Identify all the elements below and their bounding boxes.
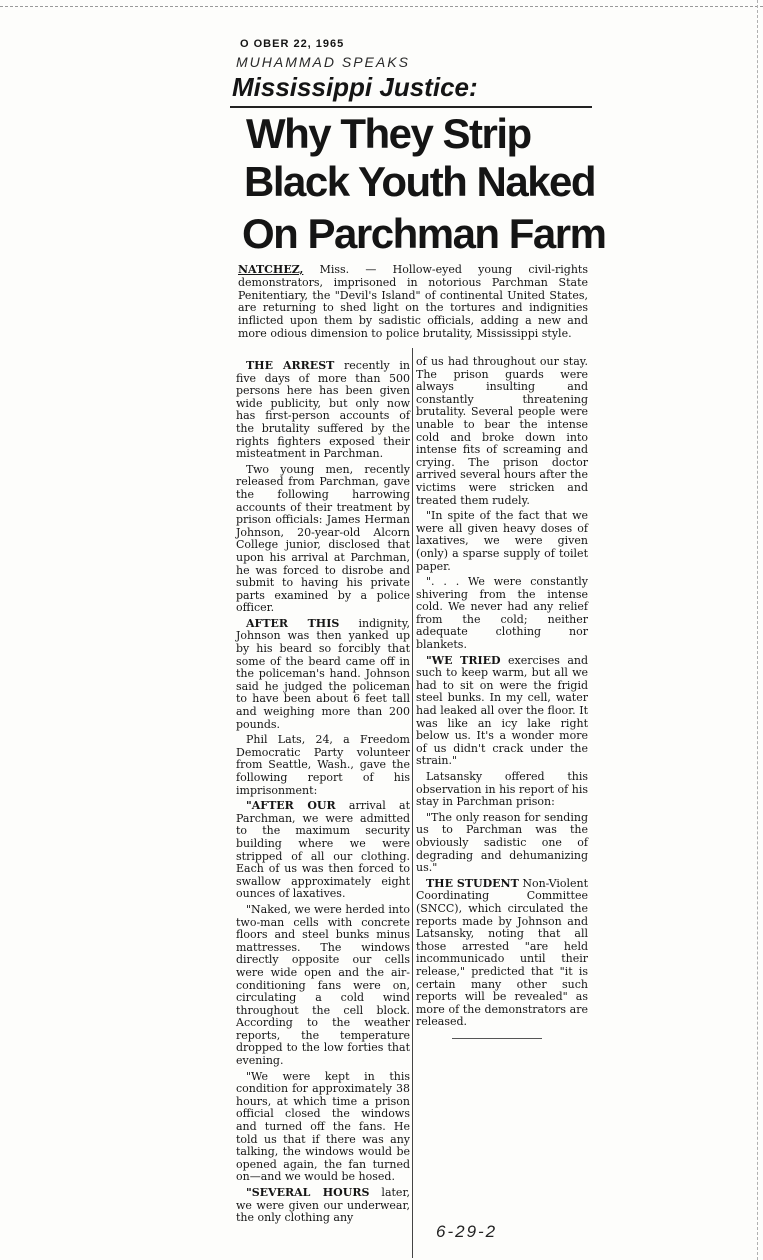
paragraph-text: Non-Violent Coordinating Committee (SNCC), which circulated the reports made by Johnson and Latsansky, noting that all those arrested "are held incommunicado until their release," predicted that "it is certain many other such reports will be revealed" as more of the demonstrators are released. <box>416 876 588 1029</box>
kicker-rule <box>230 106 592 108</box>
paragraph <box>416 576 588 652</box>
lede-place: NATCHEZ, <box>238 263 304 276</box>
paragraph-lead: THE ARREST <box>246 359 335 372</box>
lede-paragraph <box>238 264 588 341</box>
paragraph-text: exercises and such to keep warm, but all we had to sit on were the frigid steel bunks. In my cell, water had leaked all over the floor. It was like an icy lake right below us. It's a wonder more of us didn't crack under the strain." <box>416 653 589 768</box>
right-column <box>416 356 588 1032</box>
kicker-heading: Mississippi Justice: <box>232 72 478 102</box>
paragraph <box>416 655 588 768</box>
paragraph-text: "In spite of the fact that we were all given heavy doses of laxatives, we were given (only) a sparse supply of toilet paper. <box>416 509 588 573</box>
paragraph-text: later, we were given our underwear, the only clothing any <box>236 1186 410 1225</box>
paragraph <box>236 800 410 901</box>
scan-top-edge <box>0 0 763 7</box>
paragraph-lead: AFTER THIS <box>246 616 340 630</box>
headline-line-2: Black Youth Naked <box>244 158 596 205</box>
dateline: O OBER 22, 1965 <box>240 38 345 50</box>
paragraph-text: Latsansky offered this observation in his report of his stay in Parchman prison: <box>416 770 588 809</box>
paragraph <box>236 464 410 615</box>
paragraph <box>236 360 410 461</box>
paragraph-text: "The only reason for sending us to Parchman was the obviously sadistic one of degrading and dehumanizing us." <box>416 810 588 875</box>
paragraph-text: ". . . We were constantly shivering from the intense cold. We never had any relief from the cold; neither adequate clothing nor blankets. <box>416 575 588 652</box>
column-divider <box>412 348 413 1258</box>
paragraph <box>416 510 588 573</box>
paragraph-lead: THE STUDENT <box>426 876 519 890</box>
handwritten-file-number: 6-29-2 <box>436 1222 498 1241</box>
paragraph <box>416 878 588 1029</box>
lede-text: Miss. — Hollow-eyed young civil-rights demonstrators, imprisoned in notorious Parchman State Penitentiary, the "Devil's Island" of continental United States, are returning to shed light on the tortures and indignities inflicted upon them by sadistic officials, adding a new and more odious dimension to police brutality, Mississippi style. <box>238 263 588 340</box>
paragraph-lead: "SEVERAL HOURS <box>246 1186 370 1199</box>
paragraph <box>236 1187 410 1225</box>
paragraph <box>416 812 588 875</box>
paragraph-text: Phil Lats, 24, a Freedom Democratic Party volunteer from Seattle, Wash., gave the following report of his imprisonment: <box>236 733 410 797</box>
paragraph <box>236 1071 410 1184</box>
paragraph <box>416 771 588 809</box>
paragraph-text: "We were kept in this condition for approximately 38 hours, at which time a prison official closed the windows and turned off the fans. He told us that if there was any talking, the windows would be opened again, the fan turned on—and we would be hosed. <box>236 1069 410 1184</box>
paragraph-text: Two young men, recently released from Parchman, gave the following harrowing accounts of their treatment by prison officials: James Herman Johnson, 20-year-old Alcorn College junior, disclosed that upon his arrival at Parchman, he was forced to disrobe and submit to having his private parts examined by a police officer. <box>236 462 410 615</box>
paragraph-text: "Naked, we were herded into two-man cells with concrete floors and steel bunks minus mattresses. The windows directly opposite our cells were wide open and the air-conditioning fans were on, circulating a cold wind throughout the cell block. According to the weather reports, the temperature dropped to the low forties that evening. <box>236 902 410 1068</box>
paragraph-text: arrival at Parchman, we were admitted to the maximum security building where we were stripped of all our clothing. Each of us was then forced to swallow approximately eight ounces of laxatives. <box>236 799 410 901</box>
paragraph <box>236 904 410 1068</box>
handwritten-source-note: MUHAMMAD SPEAKS <box>236 54 410 70</box>
left-column <box>236 360 410 1228</box>
paragraph <box>236 734 410 797</box>
paragraph-text: recently in five days of more than 500 persons here has been given wide publicity, but only now has first-person accounts of the brutality suffered by the rights fighters exposed their misteatment in Parchman. <box>236 359 410 461</box>
paragraph <box>236 618 410 731</box>
scan-right-edge <box>757 0 759 1260</box>
paragraph <box>416 356 588 507</box>
headline-line-1: Why They Strip <box>246 110 531 157</box>
paragraph-lead: "WE TRIED <box>426 653 501 667</box>
paragraph-text: of us had throughout our stay. The prison guards were always insulting and constantly threatening brutality. Several people were unable to bear the intense cold and broke down into intense fits of screaming and crying. The prison doctor arrived several hours after the victims were stricken and treated them rudely. <box>416 355 588 507</box>
end-rule <box>452 1038 542 1039</box>
headline-line-3: On Parchman Farm <box>242 210 606 257</box>
paragraph-lead: "AFTER OUR <box>246 799 336 813</box>
paragraph-text: indignity, Johnson was then yanked up by his beard so forcibly that some of the beard came off in the policeman's hand. Johnson said he judged the policeman to have been about 6 feet tall and weighing more than 200 pounds. <box>236 616 410 731</box>
